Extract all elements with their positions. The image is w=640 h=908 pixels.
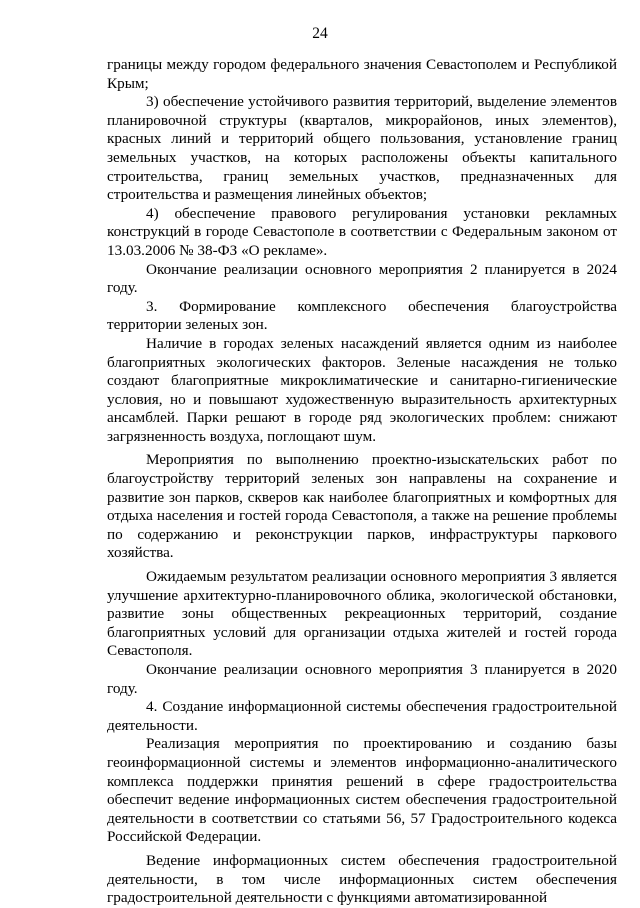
paragraph-green-spaces: Наличие в городах зеленых насаждений является одним из наиболее благоприятных экологических факторов. Зеленые насаждения не только создают благоприятные микроклиматические и санитарно-гигиенические условия, но и повышают художественную выразительность архитектурных ансамблей. Парки решают в городе ряд экологических проблем: снижают загрязненность воздуха, поглощают шум. xyxy=(107,334,617,445)
paragraph-section-4-heading: 4. Создание информационной системы обеспечения градостроительной деятельности. xyxy=(107,698,617,734)
paragraph-item-3: 3) обеспечение устойчивого развития территорий, выделение элементов планировочной структуры (кварталов, микрорайонов, иных элементов), красных линий и территорий общего пользования, установление границ земельных участков, на которых расположены объекты капитального строительства, границ земельных участков, предназначенных для строительства и размещения линейных объектов; xyxy=(107,93,617,204)
paragraph-info-systems: Ведение информационных систем обеспечения градостроительной деятельности, в том числе информационных систем обеспечения градостроительной деятельности с функциями автоматизированной xyxy=(107,851,617,907)
paragraph-design-works: Мероприятия по выполнению проектно-изыскательских работ по благоустройству территорий зеленых зон направлены на сохранение и развитие зон парков, скверов как наиболее благоприятных и комфортных для отдыха населения и гостей города Севастополя, а также на решение проблемы по содержанию и реконструкции парков, инфраструктуры паркового хозяйства. xyxy=(107,451,617,562)
paragraph-section-3-heading: 3. Формирование комплексного обеспечения благоустройства территории зеленых зон. xyxy=(107,297,617,334)
page-number: 24 xyxy=(312,25,328,42)
body-text xyxy=(107,56,617,908)
paragraph-continuation: границы между городом федерального значения Севастополем и Республикой Крым; xyxy=(107,56,617,92)
paragraph-gis-implementation: Реализация мероприятия по проектированию и созданию базы геоинформационной системы и элементов информационно-аналитического комплекса поддержки принятия решений в сфере градостроительства обеспечит ведение информационных систем обеспечения градостроительной деятельности в соответствии со статьями 56, 57 Градостроительного кодекса Российской Федерации. xyxy=(107,735,617,846)
paragraph-expected-result: Ожидаемым результатом реализации основного мероприятия 3 является улучшение архитектурно-планировочного облика, экологической обстановки, развитие зоны общественных рекреационных территорий, создание благоприятных условий для организации отдыха жителей и гостей города Севастополя. xyxy=(107,568,617,660)
paragraph-completion-3: Окончание реализации основного мероприятия 3 планируется в 2020 году. xyxy=(107,661,617,697)
paragraph-completion-2: Окончание реализации основного мероприятия 2 планируется в 2024 году. xyxy=(107,260,617,297)
paragraph-item-4: 4) обеспечение правового регулирования установки рекламных конструкций в городе Севастополе в соответствии с Федеральным законом от 13.03.2006 № 38-ФЗ «О рекламе». xyxy=(107,204,617,259)
